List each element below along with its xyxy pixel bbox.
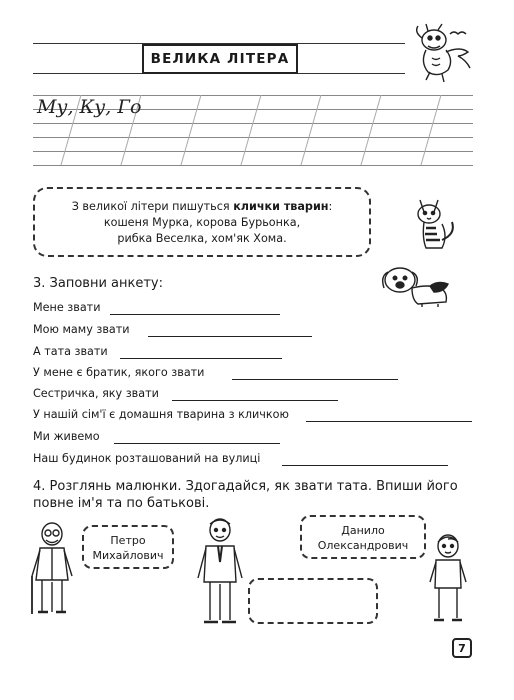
form-line-city[interactable] <box>114 443 280 444</box>
father-illustration <box>196 516 244 630</box>
boy-illustration <box>428 532 468 628</box>
form-row-label: Ми живемо <box>33 430 100 443</box>
task4-text: 4. Розглянь малюнки. Здогадайся, як звати тата. Впиши його повне ім'я та по батькові. <box>33 479 458 511</box>
rule-box <box>33 187 371 257</box>
rule-lead: З великої літери пишуться <box>71 200 234 213</box>
form-line-brother[interactable] <box>232 379 398 380</box>
dragon-illustration <box>408 22 476 84</box>
form-row-label: У нашій сім'ї є домашня тварина з кличкою <box>33 408 289 421</box>
rule-colon: : <box>328 200 333 213</box>
grandfather-illustration <box>28 520 76 620</box>
rule-emphasis: клички тварин <box>233 200 329 213</box>
rule-line-2: кошеня Мурка, корова Бурьонка, <box>103 216 301 229</box>
form-line-name[interactable] <box>110 314 280 315</box>
form-row-label: У мене є братик, якого звати <box>33 366 205 379</box>
dog-illustration <box>378 262 456 308</box>
copybook-sample: Му, Ку, Го <box>37 96 142 118</box>
page-title: ВЕЛИКА ЛІТЕРА <box>142 44 298 74</box>
form-row-label: Мене звати <box>33 301 101 314</box>
form-row-label: А тата звати <box>33 345 108 358</box>
task3-heading: 3. Заповни анкету: <box>33 276 163 291</box>
form-row-label: Мою маму звати <box>33 323 130 336</box>
name-card-left-first: Петро <box>110 534 146 547</box>
form-row-label: Наш будинок розташований на вулиці <box>33 452 261 465</box>
name-card-right-first: Данило <box>341 524 385 537</box>
rule-line-1 <box>35 199 369 215</box>
form-row-label: Сестричка, яку звати <box>33 387 159 400</box>
cat-illustration <box>412 194 460 252</box>
rule-line-3: рибка Веселка, хом'як Хома. <box>117 232 287 245</box>
form-line-pet[interactable] <box>306 421 472 422</box>
name-card-left <box>82 525 174 569</box>
name-card-right <box>300 515 426 559</box>
form-line-mother[interactable] <box>148 336 312 337</box>
form-line-father[interactable] <box>120 358 282 359</box>
name-card-right-patronymic: Олександрович <box>317 539 409 552</box>
form-line-street[interactable] <box>282 465 448 466</box>
page-number: 7 <box>452 638 472 658</box>
form-line-sister[interactable] <box>172 400 338 401</box>
answer-box[interactable] <box>248 578 378 624</box>
name-card-left-patronymic: Михайлович <box>92 549 164 562</box>
